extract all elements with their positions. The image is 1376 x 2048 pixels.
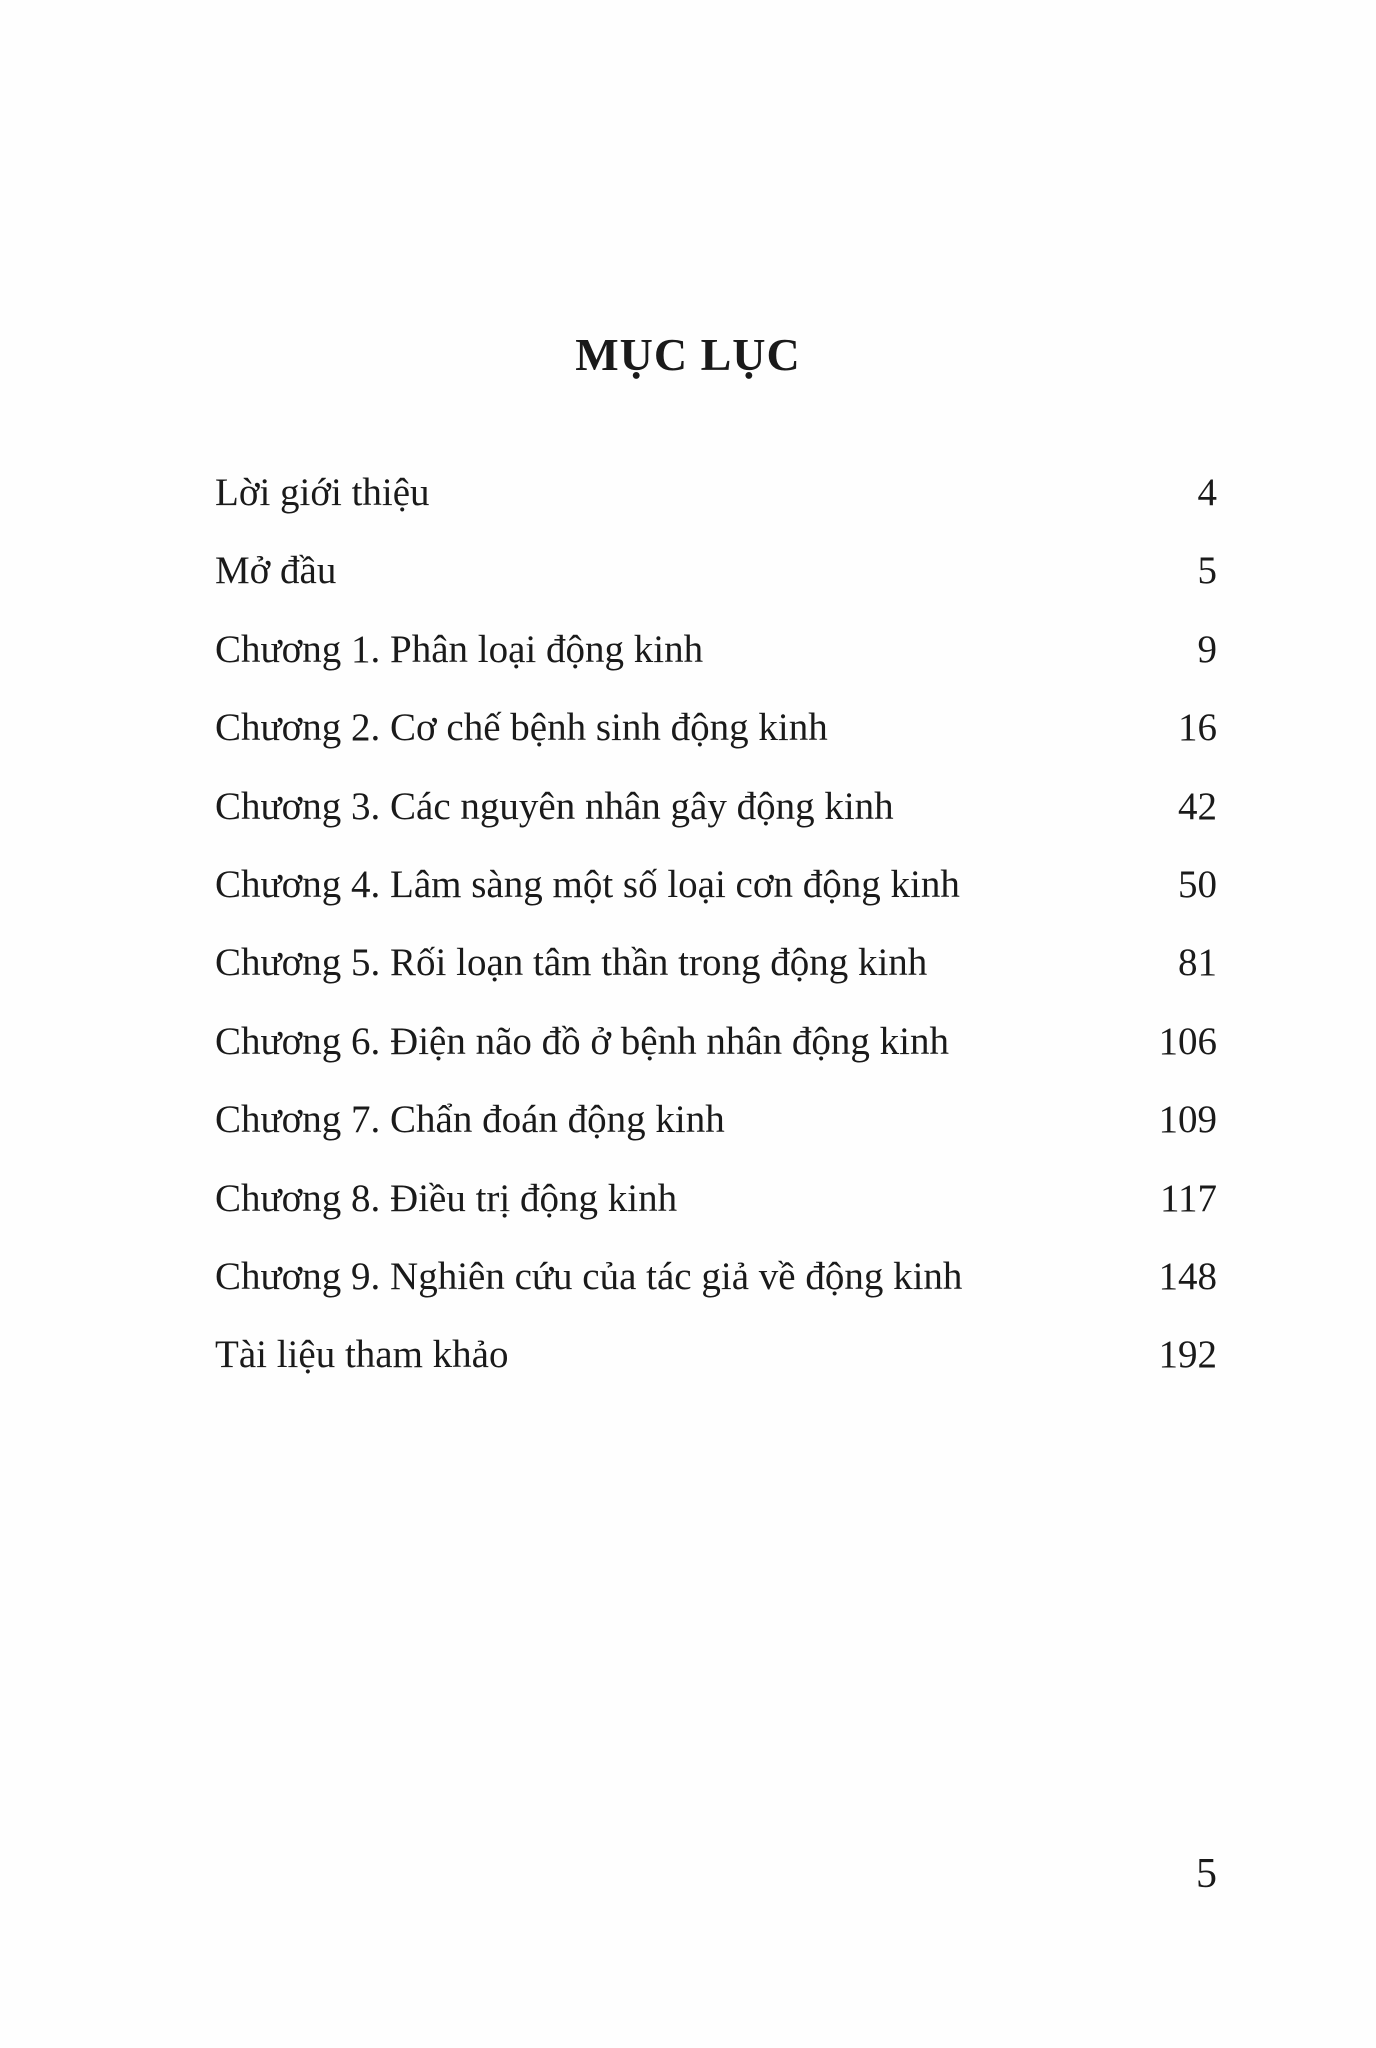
toc-entry-page: 109 [1158,1098,1217,1142]
toc-entry-page: 148 [1158,1254,1217,1298]
toc-entry-page: 5 [1197,549,1217,593]
toc-entry-page: 106 [1158,1019,1217,1063]
toc-entry [215,619,1217,697]
toc-entry-label: Lời giới thiệu [215,471,430,514]
toc-entry [215,1246,1217,1324]
toc-entry-label: Chương 6. Điện não đồ ở bệnh nhân động kinh [215,1019,949,1063]
toc-entry-label: Chương 4. Lâm sàng một số loại cơn động kinh [215,862,960,906]
toc-entry-label: Chương 8. Điều trị động kinh [215,1176,678,1220]
toc-entry-label: Tài liệu tham khảo [215,1333,509,1377]
toc-entry [215,932,1217,1010]
toc-entry [215,540,1217,618]
toc-entry [215,1324,1217,1394]
toc-entry-page: 50 [1178,862,1217,906]
toc-entry [215,776,1217,854]
toc-entry-page: 117 [1159,1176,1217,1220]
toc-entry-page: 4 [1197,471,1217,514]
toc-entry [215,697,1217,775]
toc-entry [215,854,1217,932]
toc-entry-page: 81 [1178,941,1217,985]
toc-entry-page: 192 [1158,1333,1217,1377]
toc-entry [215,1089,1217,1167]
page-number: 5 [1196,1851,1217,1897]
toc-entry-page: 9 [1197,627,1217,671]
toc-entry-label: Chương 9. Nghiên cứu của tác giả về động kinh [215,1254,963,1298]
toc-entry-label: Mở đầu [215,549,337,593]
toc-entry-label: Chương 7. Chẩn đoán động kinh [215,1098,725,1142]
toc-entry [215,462,1217,540]
page-title: MỤC LỤC [575,329,801,380]
table-of-contents [215,462,1217,1394]
toc-entry-page: 42 [1178,784,1217,828]
toc-entry [215,1011,1217,1089]
toc-entry [215,1168,1217,1246]
toc-entry-label: Chương 3. Các nguyên nhân gây động kinh [215,784,894,828]
toc-entry-label: Chương 1. Phân loại động kinh [215,627,704,671]
toc-entry-page: 16 [1178,706,1217,750]
toc-entry-label: Chương 5. Rối loạn tâm thần trong động kinh [215,941,928,985]
toc-entry-label: Chương 2. Cơ chế bệnh sinh động kinh [215,706,828,750]
